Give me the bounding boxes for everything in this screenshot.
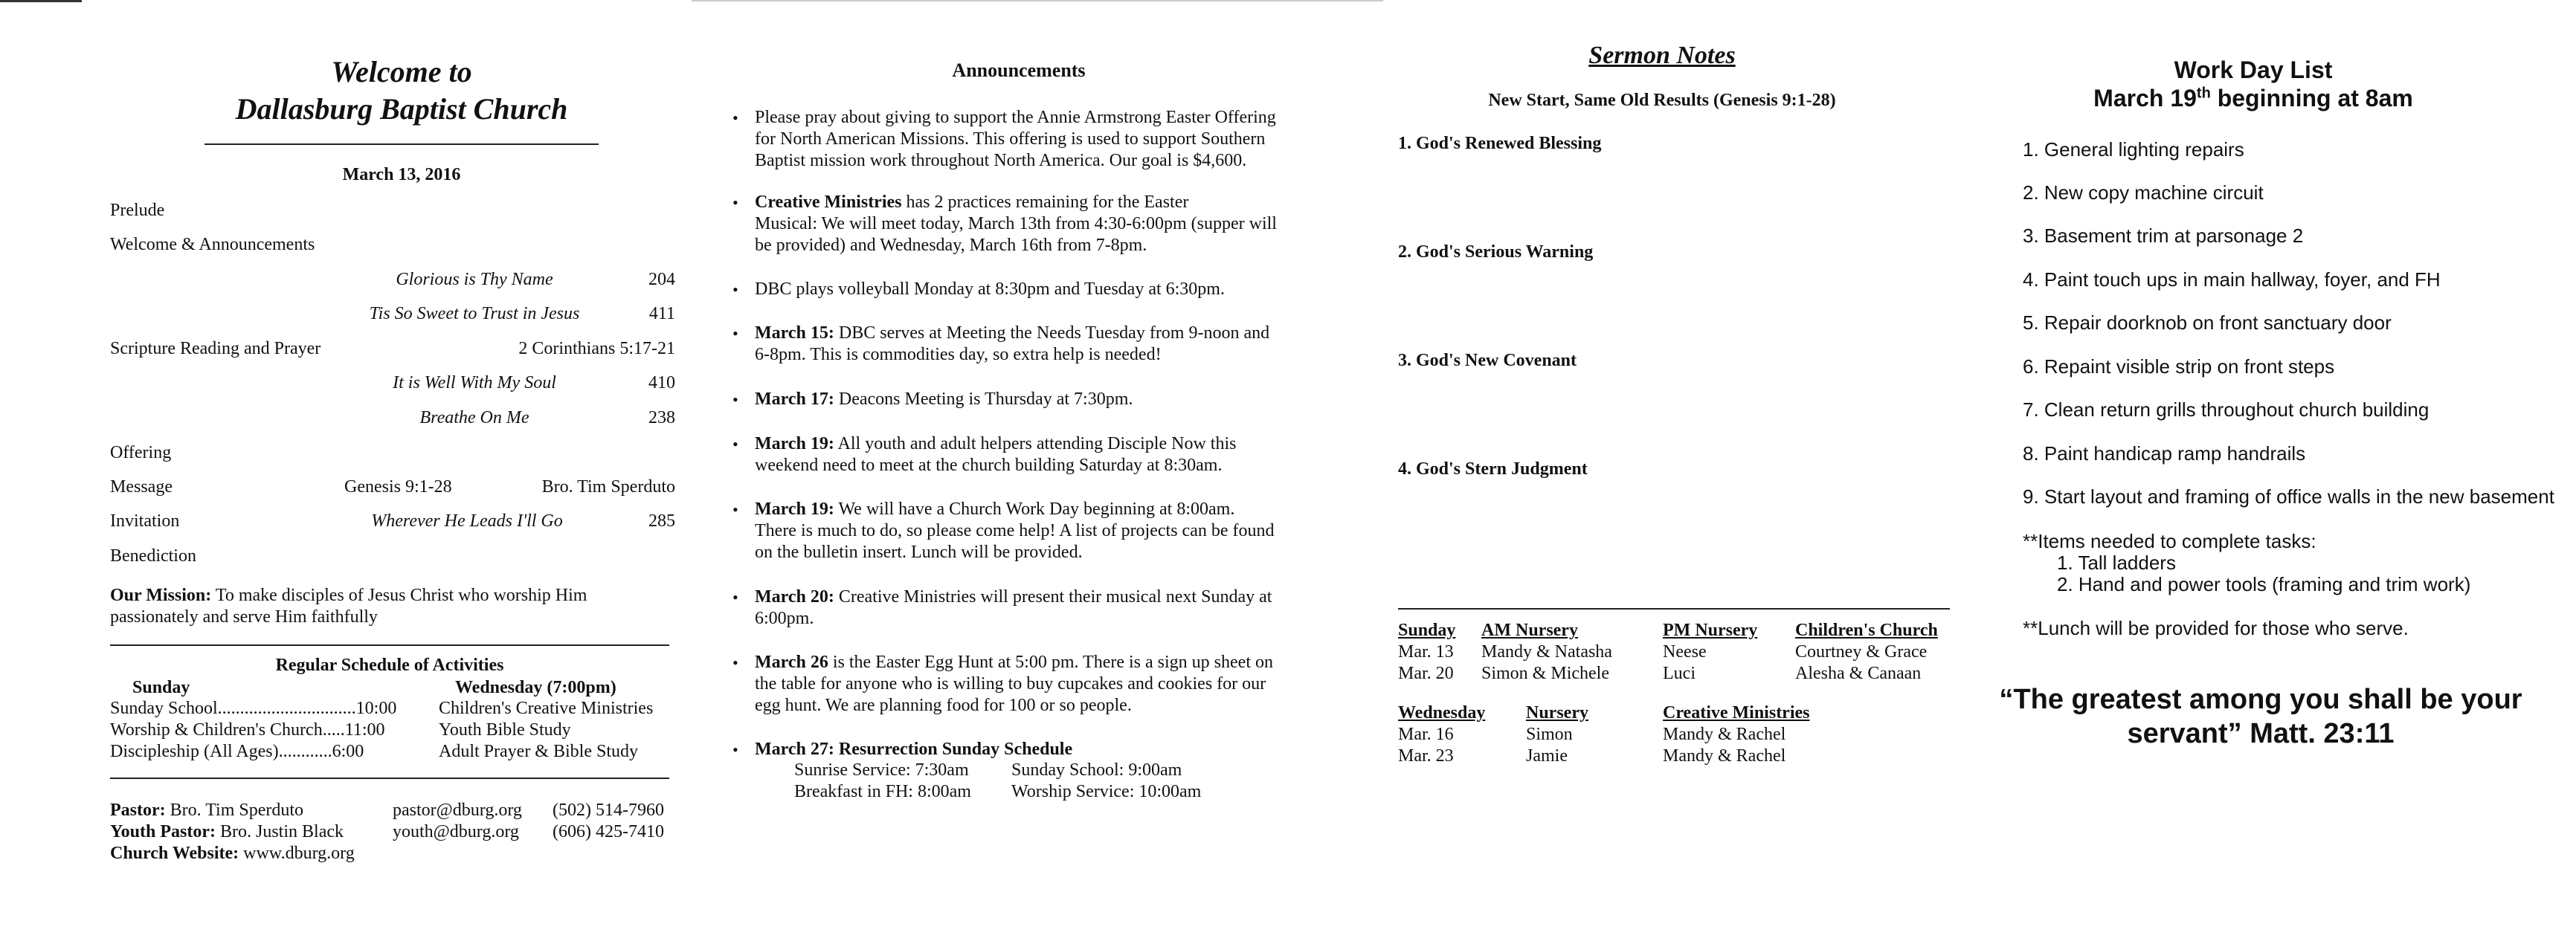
announcement-line: be provided) and Wednesday, March 16th from 7-8pm. bbox=[755, 236, 1147, 255]
welcome-title-line1: Welcome to bbox=[331, 55, 472, 88]
hymn-number: 411 bbox=[648, 304, 675, 323]
title-divider bbox=[205, 143, 599, 145]
church-website bbox=[110, 844, 355, 864]
announcement-heading: March 15: bbox=[755, 323, 834, 343]
sermon-point: 3. God's New Covenant bbox=[1398, 351, 1577, 370]
order-row bbox=[110, 511, 675, 535]
order-row bbox=[110, 235, 675, 259]
sermon-notes-column bbox=[1346, 0, 1978, 947]
announcement-line: 6-8pm. This is commodities day, so extra help is needed! bbox=[755, 345, 1162, 364]
scripture-quote-line1: “The greatest among you shall be your bbox=[1999, 684, 2522, 715]
items-needed-title: **Items needed to complete tasks: bbox=[2023, 530, 2316, 552]
table-cell: Mar. 20 bbox=[1398, 664, 1454, 683]
easter-worship: Worship Service: 10:00am bbox=[1011, 782, 1202, 801]
announcement-heading: March 27: Resurrection Sunday Schedule bbox=[755, 740, 1073, 759]
order-left: Scripture Reading and Prayer bbox=[110, 339, 321, 358]
mission-text: To make disciples of Jesus Christ who worship Him bbox=[215, 586, 587, 605]
activity-name: Sunday School bbox=[110, 699, 218, 718]
announcements-title: Announcements bbox=[952, 59, 1086, 81]
youth-pastor-name: Bro. Justin Black bbox=[220, 822, 344, 841]
work-item: 5. Repair doorknob on front sanctuary door bbox=[2023, 311, 2392, 334]
order-row bbox=[110, 270, 675, 294]
easter-sunday-school: Sunday School: 9:00am bbox=[1011, 760, 1182, 780]
announcement-line: the table for anyone who is willing to buy cupcakes and cookies for our bbox=[755, 674, 1266, 694]
announcement-line: is the Easter Egg Hunt at 5:00 pm. There is a sign up sheet on bbox=[828, 653, 1273, 672]
nursery-divider bbox=[1398, 608, 1950, 610]
table-cell: Simon & Michele bbox=[1481, 664, 1609, 683]
activity-time: 10:00 bbox=[355, 699, 397, 718]
order-row bbox=[110, 477, 675, 501]
activity-time: 11:00 bbox=[344, 720, 385, 740]
order-left: Offering bbox=[110, 443, 172, 462]
hymn-number: 204 bbox=[648, 270, 675, 289]
order-row bbox=[110, 373, 675, 397]
announcement-item bbox=[732, 389, 1350, 410]
schedule-divider-bottom bbox=[110, 778, 669, 779]
hymn-title: Glorious is Thy Name bbox=[396, 270, 553, 289]
announcement-line: Musical: We will meet today, March 13th from 4:30-6:00pm (supper will bbox=[755, 214, 1277, 233]
hymn-number: 410 bbox=[648, 373, 675, 392]
announcement-item bbox=[732, 323, 1350, 366]
table-cell: Mar. 16 bbox=[1398, 725, 1454, 744]
leader-dots: ............................... bbox=[217, 699, 356, 718]
sermon-point: 1. God's Renewed Blessing bbox=[1398, 134, 1602, 153]
announcement-line: Creative Ministries will present their musical next Sunday at bbox=[834, 587, 1272, 607]
easter-breakfast: Breakfast in FH: 8:00am bbox=[794, 782, 971, 801]
wednesday-schedule-item: Adult Prayer & Bible Study bbox=[439, 742, 638, 761]
table-cell: Mandy & Natasha bbox=[1481, 642, 1612, 662]
table-cell: Mandy & Rachel bbox=[1663, 746, 1786, 766]
announcement-line: has 2 practices remaining for the Easter bbox=[901, 193, 1189, 212]
order-row bbox=[110, 201, 675, 224]
service-date: March 13, 2016 bbox=[342, 165, 461, 184]
activity-name: Worship & Children's Church bbox=[110, 720, 323, 740]
announcement-line: All youth and adult helpers attending Disciple Now this bbox=[834, 434, 1237, 453]
work-item: 7. Clean return grills throughout church building bbox=[2023, 398, 2430, 421]
hymn-title: Breathe On Me bbox=[419, 408, 529, 427]
pastor-phone: (502) 514-7960 bbox=[553, 801, 664, 820]
hymn-number: 238 bbox=[648, 408, 675, 427]
pastor-contact bbox=[110, 801, 303, 821]
order-left: Benediction bbox=[110, 546, 196, 566]
table-cell: Luci bbox=[1663, 664, 1696, 683]
wednesday-schedule-item: Children's Creative Ministries bbox=[439, 699, 654, 718]
hymn-title: It is Well With My Soul bbox=[393, 373, 556, 392]
announcement-item bbox=[732, 279, 1350, 300]
announcement-line: DBC serves at Meeting the Needs Tuesday from 9-noon and bbox=[834, 323, 1270, 343]
table-header: Wednesday bbox=[1398, 703, 1486, 723]
order-row bbox=[110, 304, 675, 328]
table-cell: Simon bbox=[1526, 725, 1573, 744]
announcement-line: We will have a Church Work Day beginning at 8:00am. bbox=[834, 500, 1235, 519]
table-header: PM Nursery bbox=[1663, 621, 1758, 640]
youth-pastor-contact bbox=[110, 822, 344, 842]
hymn-title: Wherever He Leads I'll Go bbox=[371, 511, 563, 531]
order-row bbox=[110, 408, 675, 432]
table-header: Creative Ministries bbox=[1663, 703, 1810, 723]
schedule-divider-top bbox=[110, 644, 669, 646]
mission-label: Our Mission: bbox=[110, 586, 212, 605]
work-item: 6. Repaint visible strip on front steps bbox=[2023, 355, 2335, 378]
order-row bbox=[110, 443, 675, 467]
work-item: 9. Start layout and framing of office walls in the new basement bbox=[2023, 485, 2554, 508]
welcome-column bbox=[0, 0, 692, 947]
website-label: Church Website: bbox=[110, 844, 239, 863]
announcement-heading: March 19: bbox=[755, 500, 834, 519]
order-left: Welcome & Announcements bbox=[110, 235, 315, 254]
announcements-column bbox=[692, 0, 1346, 947]
youth-pastor-email: youth@dburg.org bbox=[393, 822, 519, 841]
schedule-title: Regular Schedule of Activities bbox=[275, 656, 504, 675]
sermon-notes-title: Sermon Notes bbox=[1588, 42, 1736, 69]
work-day-subtitle bbox=[1978, 85, 2528, 112]
pastor-name: Bro. Tim Sperduto bbox=[170, 801, 304, 820]
youth-pastor-label: Youth Pastor: bbox=[110, 822, 216, 841]
table-header: Sunday bbox=[1398, 621, 1456, 640]
announcement-line: Deacons Meeting is Thursday at 7:30pm. bbox=[834, 390, 1133, 409]
leader-dots: ..... bbox=[322, 720, 345, 740]
table-cell: Mar. 23 bbox=[1398, 746, 1454, 766]
announcement-item bbox=[732, 499, 1350, 563]
announcement-line: on the bulletin insert. Lunch will be provided. bbox=[755, 543, 1083, 562]
announcement-item bbox=[732, 739, 1350, 760]
table-cell: Alesha & Canaan bbox=[1795, 664, 1922, 683]
order-left: Message bbox=[110, 477, 173, 497]
pastor-label: Pastor: bbox=[110, 801, 166, 820]
work-day-column bbox=[1978, 0, 2576, 947]
activity-time: 6:00 bbox=[332, 742, 364, 761]
mission-text-line2: passionately and serve Him faithfully bbox=[110, 607, 378, 627]
work-item: 8. Paint handicap ramp handrails bbox=[2023, 442, 2306, 465]
sunday-schedule-item bbox=[110, 699, 396, 719]
hymn-title: Tis So Sweet to Trust in Jesus bbox=[369, 304, 580, 323]
sunday-schedule-item bbox=[110, 720, 384, 740]
activity-name: Discipleship (All Ages) bbox=[110, 742, 279, 761]
announcement-heading: March 26 bbox=[755, 653, 828, 672]
announcement-heading: March 20: bbox=[755, 587, 834, 607]
announcement-heading: March 17: bbox=[755, 390, 834, 409]
lunch-note: **Lunch will be provided for those who serve. bbox=[2023, 617, 2409, 639]
announcement-line: • DBC plays volleyball Monday at 8:30pm and Tuesday at 6:30pm. bbox=[755, 279, 1225, 299]
work-item: 3. Basement trim at parsonage 2 bbox=[2023, 224, 2304, 247]
announcement-line: • Please pray about giving to support the Annie Armstrong Easter Offering bbox=[755, 108, 1276, 127]
wednesday-schedule-item: Youth Bible Study bbox=[439, 720, 571, 740]
table-cell: Neese bbox=[1663, 642, 1707, 662]
announcement-item bbox=[732, 192, 1350, 256]
sunday-heading: Sunday bbox=[132, 678, 190, 697]
work-item: 2. New copy machine circuit bbox=[2023, 181, 2264, 204]
wednesday-heading: Wednesday (7:00pm) bbox=[455, 678, 616, 697]
work-day-time: beginning at 8am bbox=[2210, 85, 2413, 111]
youth-pastor-phone: (606) 425-7410 bbox=[553, 822, 664, 841]
table-header: Nursery bbox=[1526, 703, 1588, 723]
work-item: 4. Paint touch ups in main hallway, foyer, and FH bbox=[2023, 268, 2441, 291]
work-day-date: March 19 bbox=[2093, 85, 2197, 111]
message-speaker: Bro. Tim Sperduto bbox=[541, 477, 675, 497]
announcement-line: weekend need to meet at the church building Saturday at 8:30am. bbox=[755, 456, 1223, 475]
announcement-line: egg hunt. We are planning food for 100 or so people. bbox=[755, 696, 1132, 715]
scripture-quote-line2: servant” Matt. 23:11 bbox=[2127, 718, 2395, 749]
announcement-line: There is much to do, so please come help! A list of projects can be found bbox=[755, 521, 1275, 540]
order-left: Prelude bbox=[110, 201, 165, 220]
announcement-item bbox=[732, 586, 1350, 630]
order-row bbox=[110, 546, 675, 570]
easter-sunrise: Sunrise Service: 7:30am bbox=[794, 760, 969, 780]
ordinal-suffix: th bbox=[2196, 85, 2211, 102]
table-header: Children's Church bbox=[1795, 621, 1938, 640]
announcement-line: for North American Missions. This offering is used to support Southern bbox=[755, 129, 1266, 149]
work-day-title: Work Day List bbox=[2174, 56, 2333, 83]
message-scripture: Genesis 9:1-28 bbox=[344, 477, 452, 497]
order-row bbox=[110, 339, 675, 363]
leader-dots: ............ bbox=[278, 742, 332, 761]
table-cell: Courtney & Grace bbox=[1795, 642, 1928, 662]
sunday-schedule-item bbox=[110, 742, 364, 762]
announcement-heading: Creative Ministries bbox=[755, 193, 902, 212]
table-cell: Mandy & Rachel bbox=[1663, 725, 1786, 744]
welcome-title-line2: Dallasburg Baptist Church bbox=[235, 92, 568, 126]
scripture-reference: 2 Corinthians 5:17-21 bbox=[518, 339, 675, 358]
announcement-item bbox=[732, 652, 1350, 717]
table-cell: Jamie bbox=[1526, 746, 1568, 766]
announcement-heading: March 19: bbox=[755, 434, 834, 453]
sermon-subtitle: New Start, Same Old Results (Genesis 9:1-28) bbox=[1488, 91, 1836, 110]
announcement-item bbox=[732, 433, 1350, 476]
items-needed-item: 2. Hand and power tools (framing and trim work) bbox=[2057, 573, 2471, 595]
website-url: www.dburg.org bbox=[243, 844, 355, 863]
sermon-point: 2. God's Serious Warning bbox=[1398, 242, 1594, 262]
mission-statement bbox=[110, 586, 587, 606]
announcement-line: Baptist mission work throughout North America. Our goal is $4,600. bbox=[755, 151, 1247, 170]
table-header: AM Nursery bbox=[1481, 621, 1578, 640]
table-cell: Mar. 13 bbox=[1398, 642, 1454, 662]
pastor-email: pastor@dburg.org bbox=[393, 801, 522, 820]
work-item: 1. General lighting repairs bbox=[2023, 138, 2244, 161]
order-left: Invitation bbox=[110, 511, 180, 531]
sermon-point: 4. God's Stern Judgment bbox=[1398, 459, 1588, 479]
announcement-item bbox=[732, 107, 1350, 172]
hymn-number: 285 bbox=[648, 511, 675, 531]
items-needed-item: 1. Tall ladders bbox=[2057, 552, 2176, 574]
announcement-line: 6:00pm. bbox=[755, 609, 814, 628]
